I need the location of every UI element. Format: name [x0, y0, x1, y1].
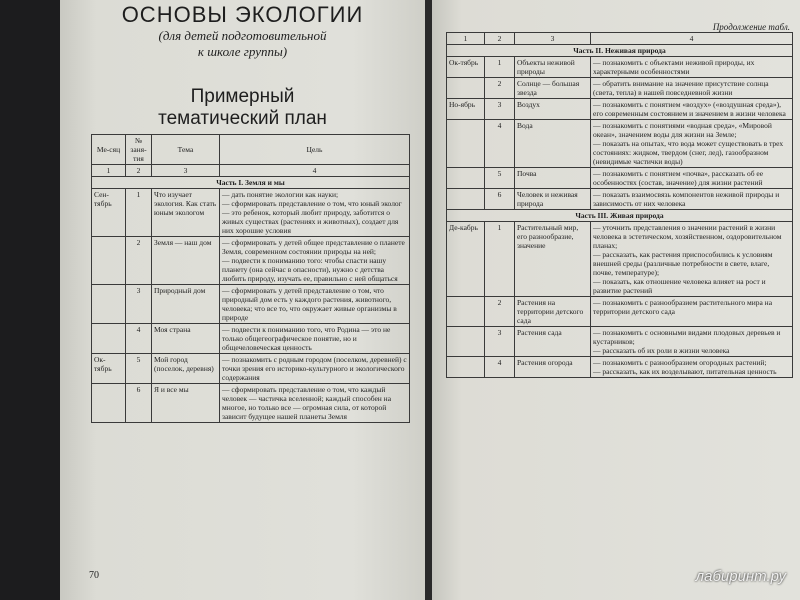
section-row: [447, 210, 793, 222]
cell-goal: — дать понятие экологии как науки; — сформировать представление о том, что юный эколог — это ребенок, который любит природу, заботится о живых существах (растениях и животных), создает для них хорошие условия: [220, 189, 410, 237]
header-topic: Тема: [152, 135, 220, 165]
cell-topic: Растения огорода: [515, 357, 591, 378]
subtitle-line-2: к школе группы): [197, 44, 288, 59]
thematic-plan-table-continued: [446, 32, 793, 378]
cell-goal: — познакомить с понятием «воздух» («воздушная среда»), его современным состоянием и значением в жизни человека: [591, 99, 793, 120]
column-number: 3: [152, 165, 220, 177]
table-row: [447, 222, 793, 297]
cell-goal: — сформировать у детей общее представление о планете Земля, современном состоянии природы на ней; — подвести к пониманию того: чтобы спасти нашу планету (она сейчас в опасности), нужно с детства любить природу, изучать ее, правильно с ней общаться: [220, 237, 410, 285]
cell-lesson-number: 4: [485, 120, 515, 168]
cell-month: [92, 384, 126, 423]
cell-topic: Я и все мы: [152, 384, 220, 423]
cell-month: Ок-тябрь: [92, 354, 126, 384]
plan-heading-line-2: тематический план: [158, 108, 327, 129]
header-month: Ме-сяц: [92, 135, 126, 165]
cell-topic: Земля — наш дом: [152, 237, 220, 285]
book-gutter: [425, 0, 432, 600]
cell-month: Ок-тябрь: [447, 57, 485, 78]
plan-heading-line-1: Примерный: [190, 86, 295, 107]
header-lesson-number: № заня-тия: [126, 135, 152, 165]
cell-lesson-number: 5: [485, 168, 515, 189]
cell-lesson-number: 6: [126, 384, 152, 423]
table-row: [92, 237, 410, 285]
cell-month: [447, 297, 485, 327]
table-row: [447, 297, 793, 327]
table-row: [447, 189, 793, 210]
cell-topic: Почва: [515, 168, 591, 189]
cell-goal: — сформировать представление о том, что каждый человек — частичка вселенной; каждый способен на многое, но только все — огромная сила, от которой зависит будущее нашей планеты Земля: [220, 384, 410, 423]
table-row: [447, 357, 793, 378]
cell-goal: — познакомить с основными видами плодовых деревьев и кустарников; — рассказать об их роли в жизни человека: [591, 327, 793, 357]
cell-goal: — обратить внимание на значение присутствие солнца (света, тепла) в нашей повседневной жизни: [591, 78, 793, 99]
table-row: [92, 285, 410, 324]
cell-topic: Человек и неживая природа: [515, 189, 591, 210]
cell-month: [92, 285, 126, 324]
column-number-row: [92, 165, 410, 177]
cell-lesson-number: 4: [485, 357, 515, 378]
cell-month: [447, 357, 485, 378]
table-row: [92, 189, 410, 237]
continuation-note: Продолжение табл.: [712, 22, 790, 32]
table-row: [92, 354, 410, 384]
cell-month: [447, 78, 485, 99]
cell-month: Но-ябрь: [447, 99, 485, 120]
table-row: [447, 168, 793, 189]
cell-month: [447, 120, 485, 168]
cell-lesson-number: 3: [485, 327, 515, 357]
cell-topic: Вода: [515, 120, 591, 168]
table-row: [447, 327, 793, 357]
cell-goal: — познакомить с объектами неживой природы, их характерными особенностями: [591, 57, 793, 78]
cell-goal: — подвести к пониманию того, что Родина — это не только общегеографическое понятие, но и общечеловеческая ценность: [220, 324, 410, 354]
cell-month: [447, 189, 485, 210]
cell-goal: — познакомить с разнообразием растительного мира на территории детского сада: [591, 297, 793, 327]
cell-topic: Мой город (поселок, деревня): [152, 354, 220, 384]
cell-lesson-number: 2: [485, 78, 515, 99]
column-number-row: [447, 33, 793, 45]
section-title: Часть I. Земля и мы: [92, 177, 410, 189]
cell-goal: — показать взаимосвязь компонентов неживой природы и зависимость от них человека: [591, 189, 793, 210]
section-title: Часть III. Живая природа: [447, 210, 793, 222]
cell-goal: — познакомить с понятием «почва», рассказать об ее особенностях (состав, значение) для жизни растений: [591, 168, 793, 189]
column-number: 1: [447, 33, 485, 45]
cell-lesson-number: 2: [126, 237, 152, 285]
cell-topic: Природный дом: [152, 285, 220, 324]
cell-lesson-number: 2: [485, 297, 515, 327]
cell-lesson-number: 1: [485, 222, 515, 297]
left-page: [60, 0, 425, 600]
column-number: 2: [126, 165, 152, 177]
column-number: 1: [92, 165, 126, 177]
right-page: [432, 0, 800, 600]
cell-topic: Что изучает экология. Как стать юным экологом: [152, 189, 220, 237]
cell-month: Де-кабрь: [447, 222, 485, 297]
table-row: [447, 120, 793, 168]
cell-month: Сен-тябрь: [92, 189, 126, 237]
cell-topic: Растения сада: [515, 327, 591, 357]
cell-goal: — познакомить с родным городом (поселком, деревней) с точки зрения его историко-культурного и экологического содержания: [220, 354, 410, 384]
section-row: [92, 177, 410, 189]
table-row: [447, 78, 793, 99]
column-number: 4: [591, 33, 793, 45]
section-title: Часть II. Неживая природа: [447, 45, 793, 57]
cell-goal: — уточнить представления о значении растений в жизни человека в эстетическом, хозяйственном, оздоровительном планах; — рассказать, как растения приспособились к условиям внешней среды (различные потребности в свете, влаге, почве, температуре); — показать, как отношение человека влияет на рост и развитие растений: [591, 222, 793, 297]
cell-lesson-number: 5: [126, 354, 152, 384]
table-row: [92, 384, 410, 423]
table-row: [447, 99, 793, 120]
cell-topic: Растительный мир, его разнообразие, значение: [515, 222, 591, 297]
column-number: 3: [515, 33, 591, 45]
cell-topic: Моя страна: [152, 324, 220, 354]
watermark: лабиринт.ру: [695, 568, 786, 585]
cell-month: [92, 324, 126, 354]
cell-goal: — познакомить с понятиями «водная среда», «Мировой океан», значением воды для жизни на Земле; — показать на опытах, что вода может существовать в трех состояниях: жидком, твердом (снег, лед), газообразном (невидимые частички воды): [591, 120, 793, 168]
cell-lesson-number: 6: [485, 189, 515, 210]
table-row: [447, 57, 793, 78]
cell-month: [447, 327, 485, 357]
header-goal: Цель: [220, 135, 410, 165]
cell-goal: — познакомить с разнообразием огородных растений; — рассказать, как их возделывают, питательная ценность: [591, 357, 793, 378]
cell-goal: — сформировать у детей представление о том, что природный дом есть у каждого растения, животного, человека; что все то, что окружает живые организмы в природе: [220, 285, 410, 324]
cell-topic: Солнце — большая звезда: [515, 78, 591, 99]
table-row: [92, 324, 410, 354]
subtitle-line-1: (для детей подготовительной: [158, 28, 327, 43]
cell-topic: Растения на территории детского сада: [515, 297, 591, 327]
cell-lesson-number: 4: [126, 324, 152, 354]
cell-lesson-number: 3: [485, 99, 515, 120]
column-number: 4: [220, 165, 410, 177]
cell-lesson-number: 1: [126, 189, 152, 237]
page-number: 70: [89, 570, 99, 581]
cell-lesson-number: 3: [126, 285, 152, 324]
book-section-title: ОСНОВЫ ЭКОЛОГИИ: [121, 2, 364, 27]
cell-topic: Объекты неживой природы: [515, 57, 591, 78]
section-row: [447, 45, 793, 57]
cell-month: [92, 237, 126, 285]
cell-topic: Воздух: [515, 99, 591, 120]
cell-month: [447, 168, 485, 189]
column-number: 2: [485, 33, 515, 45]
thematic-plan-table: [91, 134, 410, 423]
cell-lesson-number: 1: [485, 57, 515, 78]
